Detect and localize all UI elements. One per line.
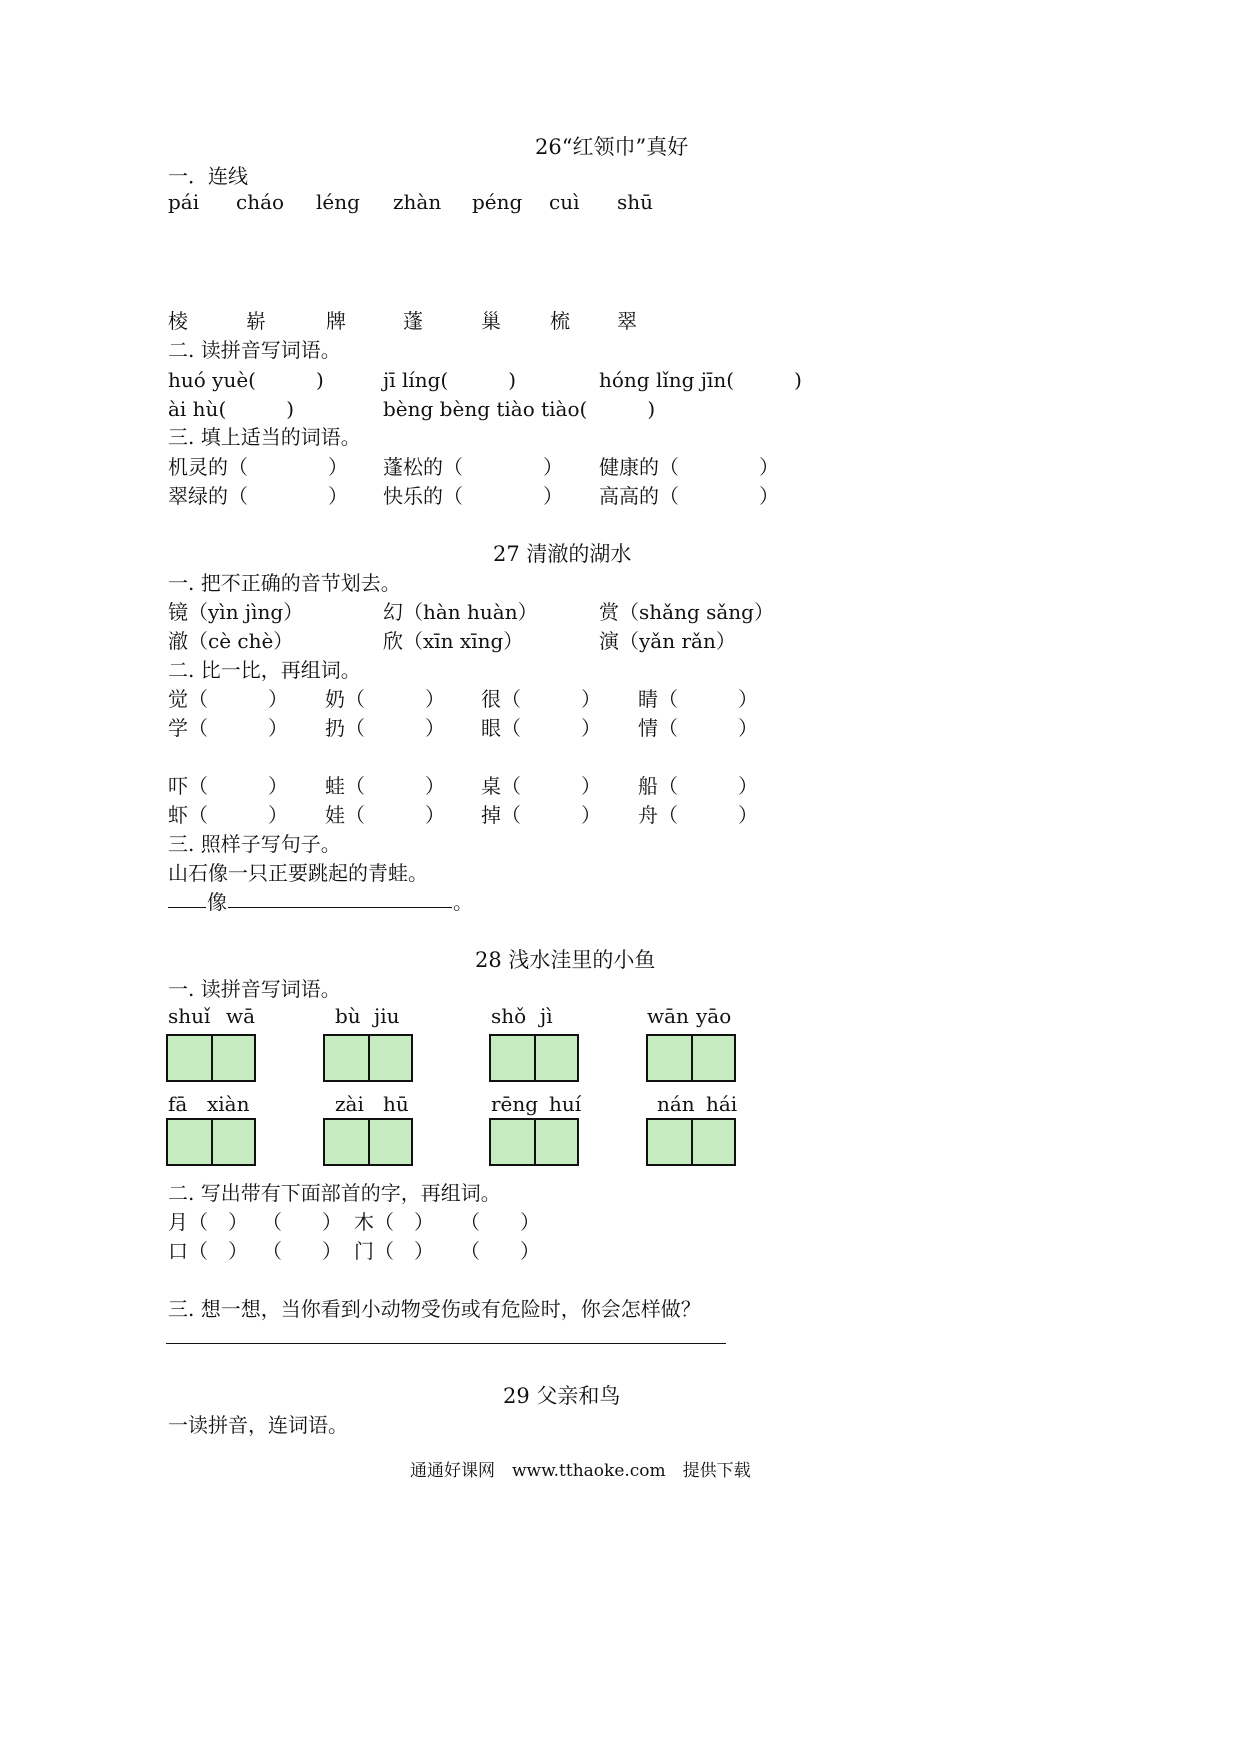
- pinyin-item: péng: [472, 190, 523, 214]
- pinyin-item: pái: [168, 190, 200, 214]
- pinyin-item: wā: [226, 1004, 256, 1028]
- s26-q1-heading: 一．连线: [168, 164, 248, 188]
- pinyin-item: zài: [335, 1092, 364, 1116]
- pinyin-item: hū: [383, 1092, 409, 1116]
- compare-item: 娃（ ）: [325, 803, 445, 827]
- compare-item: 蛙（ ）: [325, 774, 445, 798]
- pinyin-item: huí: [549, 1092, 582, 1116]
- compare-item: 奶（ ）: [325, 687, 445, 711]
- fill-item: 快乐的（ ）: [383, 484, 563, 508]
- pinyin-item: nán: [657, 1092, 695, 1116]
- writing-grid[interactable]: [646, 1034, 736, 1082]
- compare-item: 眼（ ）: [481, 716, 601, 740]
- s27-q3-heading: 三. 照样子写句子。: [168, 832, 341, 856]
- syllable-item: 幻（hàn huàn）: [383, 600, 538, 624]
- char-item: 牌: [326, 309, 346, 333]
- pinyin-item: jiu: [374, 1004, 400, 1028]
- radical-item: 月（ ）: [168, 1210, 248, 1234]
- fill-item: 蓬松的（ ）: [383, 455, 563, 479]
- s26-q3-row1: [0, 451, 1240, 479]
- s26-char-row: [0, 305, 1240, 333]
- fill-item: 翠绿的（ ）: [168, 484, 348, 508]
- answer-line[interactable]: [166, 1342, 726, 1344]
- radical-item: （ ）: [262, 1239, 342, 1263]
- section-27-title: 27 清澈的湖水: [493, 542, 632, 566]
- pinyin-item: cuì: [549, 190, 580, 214]
- radical-item: 口（ ）: [168, 1239, 248, 1263]
- fill-item: huó yuè( ): [168, 368, 324, 392]
- section-29-title: 29 父亲和鸟: [503, 1384, 621, 1408]
- compare-item: 学（ ）: [168, 716, 288, 740]
- compare-item: 睛（ ）: [638, 687, 758, 711]
- pinyin-item: rēng: [491, 1092, 539, 1116]
- compare-item: 掉（ ）: [481, 803, 601, 827]
- pinyin-item: yāo: [696, 1004, 732, 1028]
- compare-item: 船（ ）: [638, 774, 758, 798]
- fill-item: jī líng( ): [383, 368, 517, 392]
- s27-q2-row: [0, 712, 1240, 740]
- compare-item: 桌（ ）: [481, 774, 601, 798]
- pinyin-item: shū: [617, 190, 654, 214]
- pinyin-item: zhàn: [393, 190, 442, 214]
- char-item: 巢: [481, 309, 501, 333]
- section-26-title: 26“红领巾”真好: [535, 135, 689, 159]
- writing-grid[interactable]: [489, 1034, 579, 1082]
- syllable-item: 赏（shǎng sǎng）: [599, 600, 774, 624]
- char-item: 梳: [550, 309, 570, 333]
- s27-q2-row: [0, 799, 1240, 827]
- radical-item: 木（ ）: [354, 1210, 434, 1234]
- writing-grid[interactable]: [323, 1034, 413, 1082]
- writing-grid[interactable]: [323, 1118, 413, 1166]
- s28-q2-heading: 二. 写出带有下面部首的字，再组词。: [168, 1181, 501, 1205]
- compare-item: 虾（ ）: [168, 803, 288, 827]
- s26-q2-heading: 二. 读拼音写词语。: [168, 338, 341, 362]
- s26-q2-row1: [0, 364, 1240, 392]
- fill-item: bèng bèng tiào tiào( ): [383, 397, 656, 421]
- pinyin-item: fā: [168, 1092, 188, 1116]
- pinyin-item: bù: [335, 1004, 361, 1028]
- radical-item: 门（ ）: [354, 1239, 434, 1263]
- fill-item: hóng lǐng jīn( ): [599, 368, 802, 392]
- s27-example-sentence: 山石像一只正要跳起的青蛙。: [168, 861, 428, 885]
- pinyin-item: cháo: [236, 190, 285, 214]
- char-item: 崭: [246, 309, 266, 333]
- writing-grid[interactable]: [166, 1118, 256, 1166]
- s29-q1-heading: 一读拼音，连词语。: [168, 1413, 348, 1437]
- pinyin-item: xiàn: [207, 1092, 250, 1116]
- writing-grid[interactable]: [646, 1118, 736, 1166]
- pinyin-item: shuǐ: [168, 1004, 211, 1028]
- s28-q1-heading: 一. 读拼音写词语。: [168, 977, 341, 1001]
- fill-item: 高高的（ ）: [599, 484, 779, 508]
- s26-q3-row2: [0, 480, 1240, 508]
- compare-item: 扔（ ）: [325, 716, 445, 740]
- pinyin-item: jì: [540, 1004, 553, 1028]
- pinyin-item: shǒ: [491, 1004, 527, 1028]
- radical-item: （ ）: [460, 1239, 540, 1263]
- compare-item: 情（ ）: [638, 716, 758, 740]
- syllable-item: 镜（yìn jìng）: [168, 600, 304, 624]
- radical-item: （ ）: [460, 1210, 540, 1234]
- s28-pinyin-row2: [0, 1092, 1240, 1120]
- syllable-item: 欣（xīn xīng）: [383, 629, 524, 653]
- fill-item: 机灵的（ ）: [168, 455, 348, 479]
- compare-item: 吓（ ）: [168, 774, 288, 798]
- compare-item: 很（ ）: [481, 687, 601, 711]
- s27-template-end: 。: [453, 890, 473, 914]
- section-28-title: 28 浅水洼里的小鱼: [475, 948, 656, 972]
- char-item: 棱: [168, 309, 188, 333]
- s28-q3-heading: 三. 想一想，当你看到小动物受伤或有危险时，你会怎样做？: [168, 1297, 701, 1321]
- pinyin-item: hái: [706, 1092, 738, 1116]
- s27-q2-row: [0, 770, 1240, 798]
- fill-item: 健康的（ ）: [599, 455, 779, 479]
- s28-pinyin-row1: [0, 1004, 1240, 1032]
- char-item: 蓬: [403, 309, 423, 333]
- answer-blank-subject[interactable]: [168, 906, 206, 908]
- compare-item: 觉（ ）: [168, 687, 288, 711]
- s27-q1-row1: [0, 596, 1240, 624]
- s28-q2-row2: [0, 1235, 1240, 1263]
- pinyin-item: wān: [647, 1004, 689, 1028]
- s27-q2-row: [0, 683, 1240, 711]
- char-item: 翠: [617, 309, 637, 333]
- radical-item: （ ）: [262, 1210, 342, 1234]
- page-footer: 通通好课网 www.tthaoke.com 提供下载: [410, 1461, 751, 1481]
- s26-q2-row2: [0, 393, 1240, 421]
- syllable-item: 澈（cè chè）: [168, 629, 294, 653]
- syllable-item: 演（yǎn rǎn）: [599, 629, 736, 653]
- s27-q2-heading: 二. 比一比，再组词。: [168, 658, 361, 682]
- pinyin-item: léng: [316, 190, 360, 214]
- fill-item: ài hù( ): [168, 397, 295, 421]
- s28-q2-row1: [0, 1206, 1240, 1234]
- s27-q1-heading: 一. 把不正确的音节划去。: [168, 571, 401, 595]
- s26-q3-heading: 三. 填上适当的词语。: [168, 425, 361, 449]
- s27-template-mid: 像: [207, 890, 227, 914]
- answer-blank-object[interactable]: [228, 906, 452, 908]
- s26-pinyin-row: [0, 190, 1240, 218]
- writing-grid[interactable]: [489, 1118, 579, 1166]
- compare-item: 舟（ ）: [638, 803, 758, 827]
- writing-grid[interactable]: [166, 1034, 256, 1082]
- s27-q1-row2: [0, 625, 1240, 653]
